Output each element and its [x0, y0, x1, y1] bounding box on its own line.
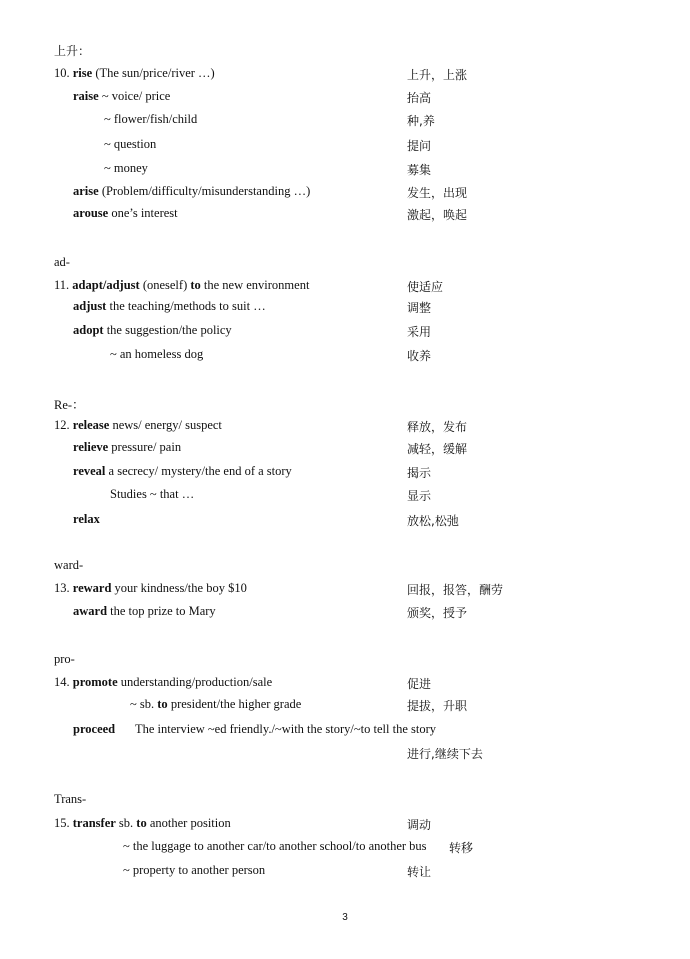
entry-line: relax 放松,松弛 [73, 512, 459, 528]
section-heading: ad- [54, 255, 70, 269]
page-number: 3 [342, 912, 348, 923]
entry-line: proceed The interview ~ed friendly./~with the story/~to tell the story [73, 722, 437, 736]
entry-line: ~ property to another person 转让 [123, 863, 432, 879]
entry-line: ~ flower/fish/child 种,养 [104, 112, 435, 128]
entry-line: adopt the suggestion/the policy 采用 [73, 323, 432, 339]
entry-line: 11. adapt/adjust (oneself) to the new environment 使适应 [54, 278, 444, 294]
entry-line: raise ~ voice/ price 抬高 [73, 89, 432, 105]
entry-line: 13. reward your kindness/the boy $10 回报，报答，酬劳 [54, 581, 504, 597]
entry-line: 进行,继续下去 [407, 747, 483, 761]
entry-line: ~ question 提问 [104, 137, 432, 153]
entry-line: ~ money 募集 [104, 161, 432, 177]
section-heading: 上升： [54, 44, 91, 58]
entry-line: ~ sb. to president/the higher grade 提拔，升职 [130, 697, 468, 713]
entry-line: award the top prize to Mary 颁奖，授予 [73, 604, 468, 620]
section-heading: Trans- [54, 792, 87, 806]
entry-line: arise (Problem/difficulty/misunderstanding …) 发生，出现 [73, 184, 468, 200]
entry-line: reveal a secrecy/ mystery/the end of a story 揭示 [73, 464, 432, 480]
entry-line: 14. promote understanding/production/sale 促进 [54, 675, 432, 691]
section-heading: Re-： [54, 398, 85, 412]
entry-line: 12. release news/ energy/ suspect 释放，发布 [54, 418, 468, 434]
entry-line: ~ an homeless dog 收养 [110, 347, 432, 363]
entry-line: ~ the luggage to another car/to another school/to another bus 转移 [123, 839, 474, 855]
section-heading: ward- [54, 558, 84, 572]
entry-line: 15. transfer sb. to another position 调动 [54, 816, 432, 832]
entry-line: arouse one’s interest 激起，唤起 [73, 206, 468, 222]
entry-line: adjust the teaching/methods to suit … 调整 [73, 299, 432, 315]
section-heading: pro- [54, 652, 75, 666]
entry-line: Studies ~ that … 显示 [110, 487, 432, 503]
entry-line: relieve pressure/ pain 减轻，缓解 [73, 440, 468, 456]
entry-line: 10. rise (The sun/price/river …) 上升，上涨 [54, 66, 468, 82]
